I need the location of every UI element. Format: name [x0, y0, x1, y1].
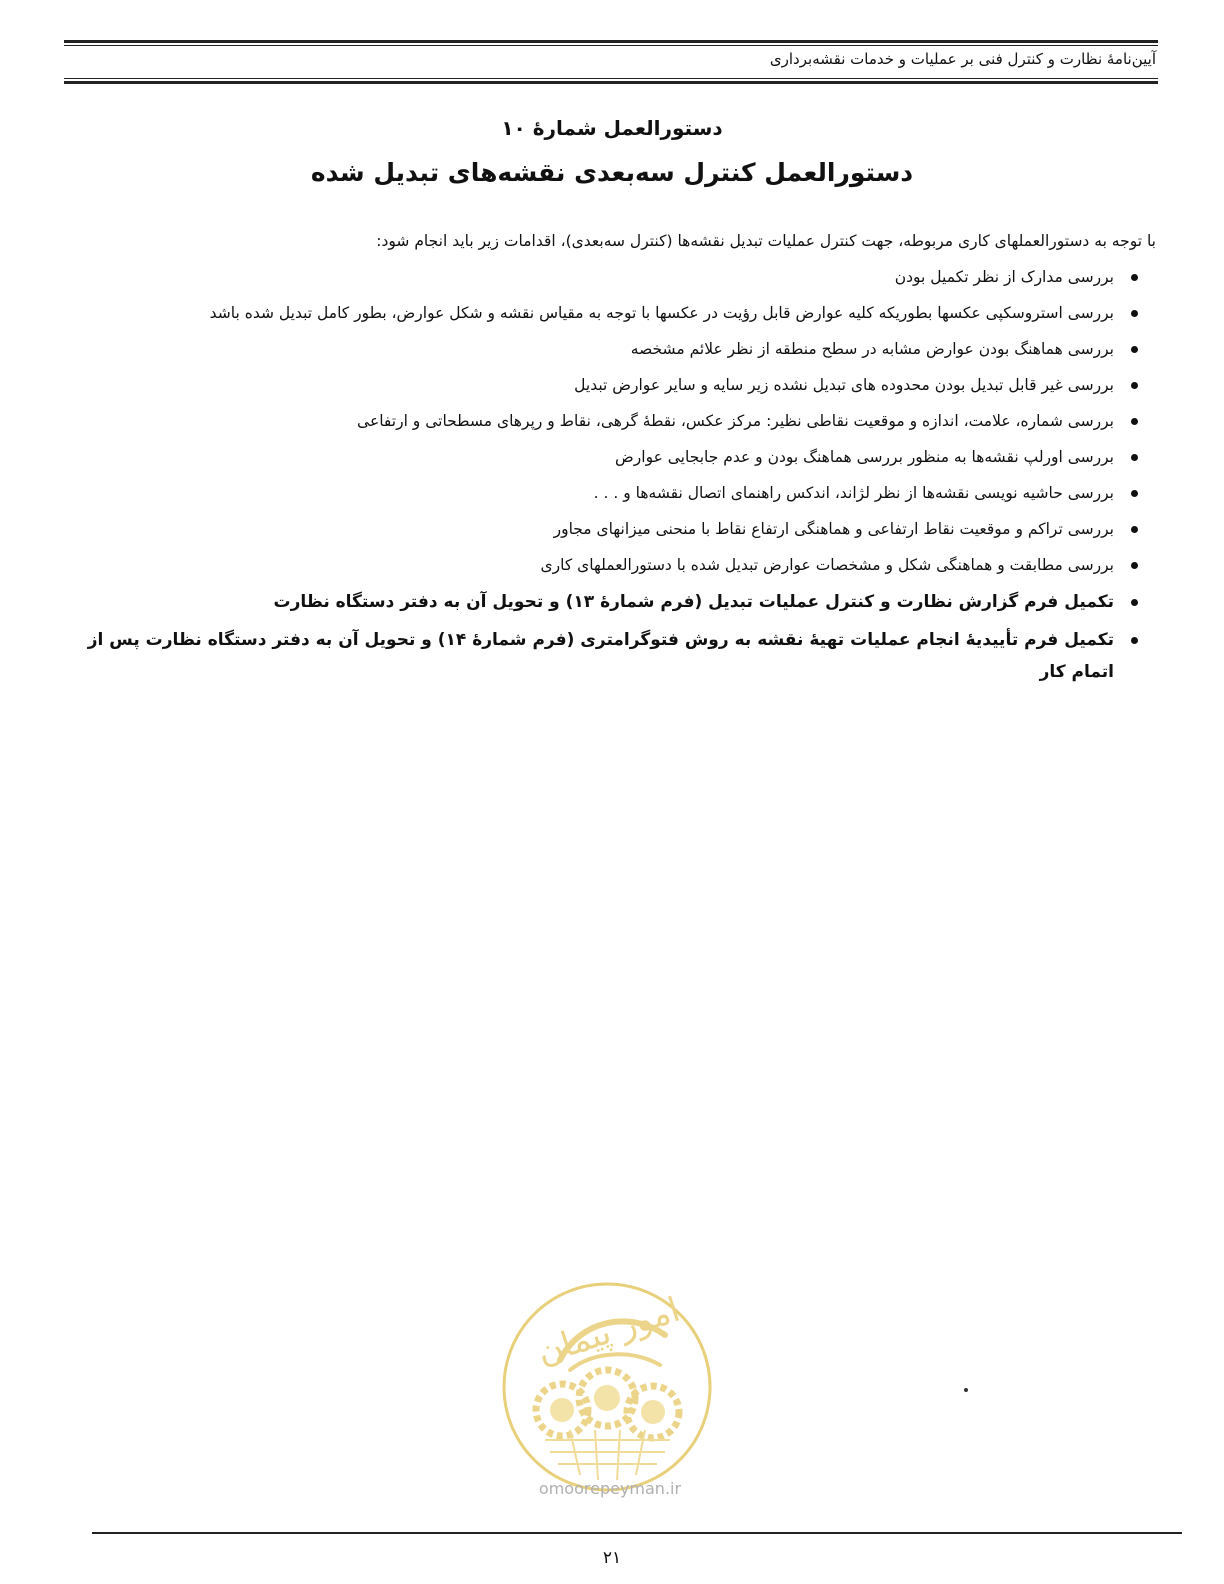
list-item-bold: تکمیل فرم تأییدیهٔ انجام عملیات تهیهٔ نقشه به روش فتوگرامتری (فرم شمارهٔ ۱۴) و تحویل آن به دفتر دستگاه نظارت پس از اتمام کار	[66, 624, 1156, 688]
intro-paragraph: با توجه به دستورالعملهای کاری مربوطه، جهت کنترل عملیات تبدیل نقشه‌ها (کنترل سه‌بعدی)، اقدامات زیر باید انجام شود:	[376, 232, 1156, 250]
stamp-text: امور پیمان	[532, 1289, 685, 1374]
list-item: بررسی هماهنگ بودن عوارض مشابه در سطح منطقه از نظر علائم مشخصه	[66, 334, 1156, 364]
watermark-seal-icon	[500, 1280, 714, 1494]
bullet-icon	[1131, 490, 1138, 497]
checklist	[66, 262, 1156, 694]
list-item: بررسی مدارک از نظر تکمیل بودن	[66, 262, 1156, 292]
list-item: بررسی استروسکپی عکسها بطوریکه کلیه عوارض قابل رؤیت در عکسها با توجه به مقیاس نقشه و شکل عوارض، بطور کامل تبدیل شده باشد	[66, 298, 1156, 328]
header-rule-bottom	[64, 78, 1158, 79]
bullet-icon	[1131, 346, 1138, 353]
bullet-icon	[1131, 310, 1138, 317]
header-rule-top	[64, 40, 1158, 43]
bullet-icon	[1131, 382, 1138, 389]
bullet-icon	[1131, 526, 1138, 533]
list-item: بررسی مطابقت و هماهنگی شکل و مشخصات عوارض تبدیل شده با دستورالعملهای کاری	[66, 550, 1156, 580]
instruction-title: دستورالعمل کنترل سه‌بعدی نقشه‌های تبدیل شده	[310, 158, 914, 187]
scan-dot	[964, 1388, 968, 1392]
bullet-icon	[1131, 454, 1138, 461]
stamp-site: omoorepeyman.ir	[538, 1479, 682, 1498]
bullet-icon	[1131, 418, 1138, 425]
bullet-icon	[1131, 637, 1138, 644]
instruction-number: دستورالعمل شمارهٔ ۱۰	[501, 116, 723, 140]
page-number: ۲۱	[602, 1548, 622, 1568]
header-rule-top-thin	[64, 45, 1158, 46]
bullet-icon	[1131, 562, 1138, 569]
footer-rule	[92, 1532, 1182, 1534]
list-item: بررسی اورلپ نقشه‌ها به منظور بررسی هماهنگ بودن و عدم جابجایی عوارض	[66, 442, 1156, 472]
header-rule-bottom-thick	[64, 81, 1158, 84]
running-header: آیین‌نامهٔ نظارت و کنترل فنی بر عملیات و خدمات نقشه‌برداری	[769, 50, 1156, 68]
list-item-bold: تکمیل فرم گزارش نظارت و کنترل عملیات تبدیل (فرم شمارهٔ ۱۳) و تحویل آن به دفتر دستگاه نظارت	[66, 586, 1156, 618]
list-item: بررسی غیر قابل تبدیل بودن محدوده های تبدیل نشده زیر سایه و سایر عوارض تبدیل	[66, 370, 1156, 400]
list-item: بررسی شماره، علامت، اندازه و موقعیت نقاطی نظیر: مرکز عکس، نقطهٔ گرهی، نقاط و رپرهای مسطحاتی و ارتفاعی	[66, 406, 1156, 436]
list-item: بررسی تراکم و موقعیت نقاط ارتفاعی و هماهنگی ارتفاع نقاط با منحنی میزانهای مجاور	[66, 514, 1156, 544]
bullet-icon	[1131, 274, 1138, 281]
bullet-icon	[1131, 599, 1138, 606]
list-item: بررسی حاشیه نویسی نقشه‌ها از نظر لژاند، اندکس راهنمای اتصال نقشه‌ها و . . .	[66, 478, 1156, 508]
